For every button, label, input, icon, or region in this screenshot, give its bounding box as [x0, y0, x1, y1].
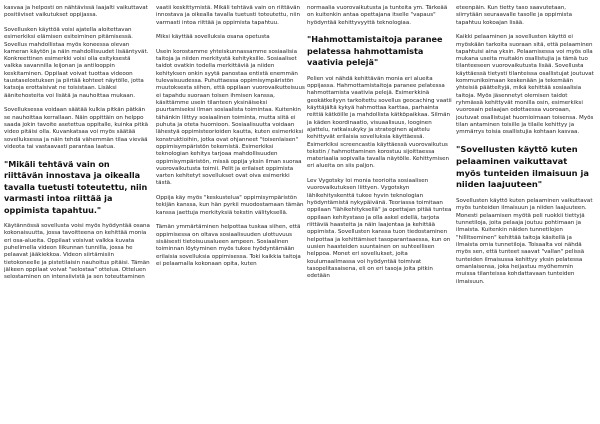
article-column-4	[456, 5, 594, 420]
paragraph: Usein korostamme yhteiskunnassamme sosiaalisia taitoja ja niiden merkitystä kehityksille. Sosiaaliset taidot ovatkin todella merkittäviä ja niiden kehityksen onkin syytä panostaa entistä enemmän tulevaisuudessa. Puhuttaessa oppimisympäristön muutoksesta siihen, että oppilaan vuorovaikutteisuus ei tapahdu suoraan toisen ihmisen kanssa, käsittämme usein tilanteen yksinäiseksi puurtamiseksi ilman sosiaalista toimintaa. Kuitenkin tähänkin liittyy sosiaalinen toiminta, mutta siitä ei puhuta ja oteta huomioon. Sosiaalisuutta voidaan lähestyä oppimisteorioiden kautta, kuten esimerkiksi konstruktioihin, jotka ovat ohjanneet "toisenlaisen" oppimisympäristön tekemistä. Esimerkiksi teknologian kehitys tarjoaa mahdollisuuden oppimisympäristön, missä oppija yksin ilman suoraa vuorovaikutusta toimii. Pelit ja erilaiset oppimista varten kehitetyt sovellukset ovat oiva esimerkki tästä.	[156, 48, 305, 187]
paragraph: vaatii keskittymistä. Mikäli tehtävä vain on riittävän innostava ja oikealla tavalla tuetusti toteutettu, niin varmasti intoa riittää ja oppimista tapahtuu.	[156, 5, 301, 26]
paragraph: Tämän ymmärtäminen helpottaa tuskaa siihen, että oppimisessa on oltava sosiaalisuuden ulottuvuus sisäisesti tietoisuusalueen ampeen. Sosiaalinen toiminnan löytyminen myös tukee hyödyntämään erilaisia sovelluksia oppimisessa. Toki kaikkia taitoja ei pelaamalla kokonaan opita, kuten	[156, 224, 301, 267]
article-column-1	[4, 5, 150, 420]
subheading: Miksi käyttää sovelluksia osana opetusta	[156, 34, 270, 41]
article-column-2	[156, 5, 306, 420]
paragraph: Lev Vygotsky loi monia teorioita sosiaalisen vuorovaikutuksen liittyen. Vygotskyn lähikehityskenttä tukee hyvin teknologian hyödyntämistä nykypäivänä. Teoriassa toimitaan oppilaan "lähikehityksellä" ja opettajan pitää tuntea oppilaan kehitystaso ja olla askel edellä, tarjota riittäviä haasteita ja näin laajentaa ja kehittää oppimista. Sovellusten kanssa tuon tiedostaminen helpottaa ja kehittämiset tasoparantaaessa, kun on uusien haasteiden suuntainen on suhteellisen helppoa. Monet eri sovellukset, joita koulumaailmassa voi hyödyntää toimivat tasopelitasaisena, eli on eri tasoja joita pitkin edetään	[307, 178, 452, 280]
paragraph: Sovellusken käyttöä voisi ajatella aloitettavan esimerkiksi elämisen esiteiminen pitämisessä. Sovellus mahdollistaa myös koneessa olevan kameran käytön ja näin mahdollisuudet lisääntyvät. Konkreettinen esimerkki voisi olla esityksestä valkka savannilla leijonan ja antilooppin keskitaminen. Oppilaat voivat tuottaa videoon taustaselostuksen ja piirtää kohteet näytölle, jotta katsoja erottaisivat ne toisistaan. Lisäksi äänitehosteita voi lisätä ja nauhoittaa mukaan.	[4, 26, 149, 99]
paragraph: normaalia vuorovaikutusta ja tunteita ym. Tärkeää on kuitenkin antaa opettajana itselle "vapaus" hyödyntää kehittyvyyttä teknologiaa.	[307, 5, 448, 26]
paragraph: kasvaa ja helposti on nähtävissä laajalti vaikuttavat positiiviset vaikutukset oppijassa.	[4, 5, 148, 19]
paragraph: Oppija käy myös "keskustelua" oppimisympäristön tekijän kanssa, kun hän pyrkii muodostamaan tämän kanssa jaettuja merkityksiä tekstin välityksellä.	[156, 195, 304, 216]
paragraph: Sovelluksessa voidaan säätää kulkia pitkän pätkän se nauhoittaa kerrallaan. Näin oppittäin on helppo saada jokin tavoite asetettua oppitalle, kuinka pitkä video pitäisi olla. Kuvankatsaa voi myös säätää sovelluksessa ja näin tehdä vähemmän tilaa vievää videota tai vastaavasti parantaa laatua.	[4, 107, 149, 150]
paragraph: Käytännössä sovellusta voisi myös hyödyntää osana kokonaisuutta, jossa tavoitteena on kehittää monia eri osa-alueita. Oppilaat voisivat valkka kuvata puhelimella videon liikunnan tunnilla, jossa he pelaavat jääkiekkoa. Videon siirtämisiin tietokoneelle ja pistetilaisin nauhoitus pitäisi. Tämän jälkeen oppilaat voivat "selostaa" ottelua. Otteluen selostaminen on intensiivistä ja sen toteuttaminen	[4, 223, 150, 281]
article-column-3	[307, 5, 454, 420]
paragraph: Pelien voi nähdä kehittävän monia eri alueita oppijassa. Hahmottamistaitoja paranee pelatessa hahmottamista vaativia pelejä. Esimerkkinä geokätkeilyyn tarkoitettu sovellus geocaching vaatii käyttäjältä kykyä hahmottaa karttaa, parhainta reittiä kätköille ja mahdollista kätköpaikkaa. Silmän ja käden koordinaatio, visuaalisuus, looginen ajattelu, ratkaisukyky ja strateginen ajattelu kehittyvät erilaisia sovelluksia käyttäessä. Esimerkiksi screencastia käyttäessä vuorovaikutus tekstin / hahmottaminen korostuu sijoittaessa materiaalia sopivalla tavalla näytölle. Kehittymisen eri alueita on siis paljon.	[307, 75, 452, 170]
pull-quote: "Mikäli tehtävä vain on riittävän innostava ja oikealla tavalla tuetusti toteutettu, niin varmasti intoa riittää ja oppimista tapahtuu."	[4, 158, 148, 215]
paragraph: Sovellusten käyttö kuten pelaaminen vaikuttavat myös tunteiden ilmaisuun ja niiden laajuuteen. Monesti pelaamisen myötä peli ruokkii tiettyjä tunnetiloja, joita pelaaja joutuu pohtimaan ja ilmaista. Kuitenkin näiden tunnetilojen "hillitseminen" kehittää taitoja käsitellä ja ilmaista omia tunnetiloja. Toisaalta voi nähdä myös sen, että tunteet saavat "vallan" pelissä tunteiden ilmaisussa kehittyy yksin pelatessa omanlaisensa, joka heijastuu myöhemmin muissa tilanteissa kohdattavaan tunteiden ilmaisuun.	[456, 198, 593, 285]
paragraph: Kaikki pelaaminen ja sovellusten käyttö ei myöskään tarkoita suoraan sitä, että pelaaminen tapahtuisi aina yksin. Pelaamisessa voi myös olla mukana useita muitakin osallistujia ja tämä tuo tilanteeseen vuorovaikutusta lisää. Sovellusta käyttäessä tietysti tilanteissa osallistujat joutuvat kommunikoimaan keskenään ja tekemään yhteisiä päätteltyjä, mikä kehittää sosiaalisia taitoja. Myös jäsennetyt olemisen taidot ryhmässä kehittyvät monilla osin, esimerkiksi vuorosain pelaajan odottaessa vuoroaan, joutuvat osallistujat huomioimaan toisensa. Myös tilan antaminen toisille ja tilaile kehittyy ja ymmärrys toisia osallistujia kohtaan kasvaa.	[456, 34, 594, 136]
paragraph: eteenpäin. Kun tietty taso saavutetaan, siirrytään seuraavalle tasolle ja oppimista tapahtuu kokoajan lisää.	[456, 5, 573, 26]
pull-quote: "Hahmottamistaitoja paranee pelatessa hahmottamista vaativia pelejä"	[307, 34, 443, 68]
pull-quote: "Sovellusten käyttö kuten pelaaminen vaikuttavat myös tunteiden ilmaisuun ja niiden laajuuteen"	[456, 143, 589, 190]
